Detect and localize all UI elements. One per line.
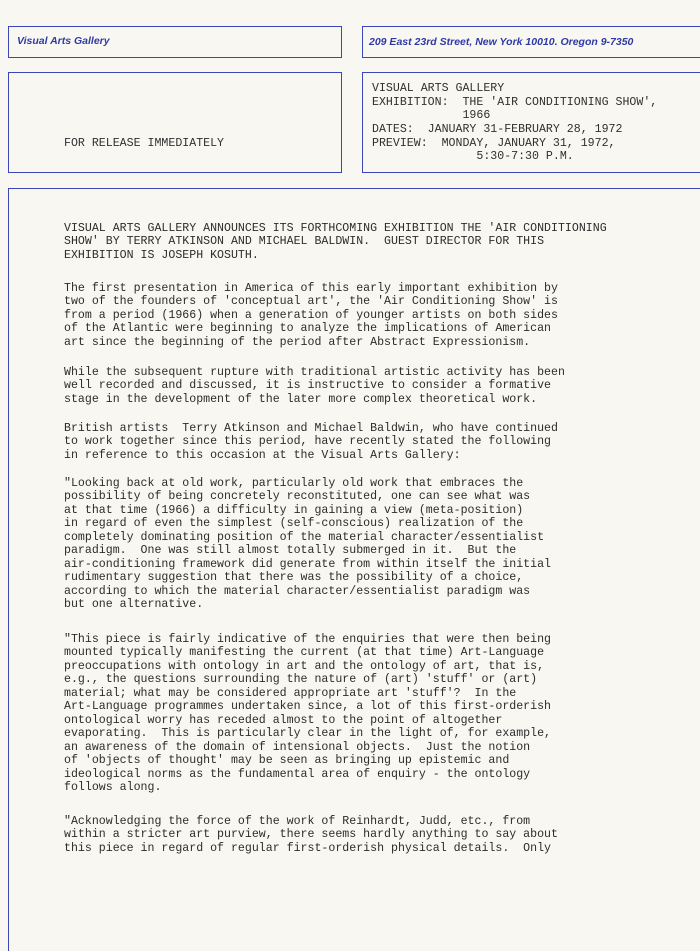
rule-body-top	[8, 188, 700, 189]
rule-header-bottom-left	[8, 57, 341, 58]
paragraph-quote-acknowledging: "Acknowledging the force of the work of Reinhardt, Judd, etc., from within a stricter art purview, there seems hardly anything to say about this piece in regard of regular first-orderish physical details. Only	[64, 815, 558, 855]
rule-box-top-right	[362, 72, 700, 73]
info-line-dates: DATES: JANUARY 31-FEBRUARY 28, 1972	[372, 123, 623, 136]
paragraph-subsequent-rupture: While the subsequent rupture with traditional artistic activity has been well recorded and discussed, it is instructive to consider a formative stage in the development of the later more complex theoretical work.	[64, 366, 565, 406]
rule-header-bottom-right	[362, 57, 700, 58]
release-label: FOR RELEASE IMMEDIATELY	[64, 137, 225, 150]
info-line-preview-time: 5:30-7:30 P.M.	[372, 150, 574, 163]
rule-left-header	[8, 26, 9, 58]
rule-mid-header-left	[341, 26, 342, 58]
rule-box-bottom-left	[8, 172, 341, 173]
paragraph-first-presentation: The first presentation in America of this early important exhibition by two of the founders of 'conceptual art', the 'Air Conditioning Show' is from a period (1966) when a generation of younger artists on both sides of the Atlantic were beginning to analyze the implications of American art since the beginning of the period after Abstract Expressionism.	[64, 282, 558, 349]
rule-left-box	[8, 72, 9, 173]
rule-top-left	[8, 26, 341, 27]
paragraph-announcement: VISUAL ARTS GALLERY ANNOUNCES ITS FORTHCOMING EXHIBITION THE 'AIR CONDITIONING SHOW' BY TERRY ATKINSON AND MICHAEL BALDWIN. GUEST DIRECTOR FOR THIS EXHIBITION IS JOSEPH KOSUTH.	[64, 222, 607, 262]
info-line-exhibition: EXHIBITION: THE 'AIR CONDITIONING SHOW',	[372, 96, 658, 109]
paragraph-quote-looking-back: "Looking back at old work, particularly old work that embraces the possibility of being concretely reconstituted, one can see what was at that time (1966) a difficulty in gaining a view (meta-position) in regard of even the simplest (self-conscious) realization of the completely dominating position of the material character/essentialist paradigm. One was still almost totally submerged in it. But the air-conditioning framework did generate from within itself the initial rudimentary suggestion that there was the possibility of a choice, according to which the material character/essentialist paradigm was but one alternative.	[64, 477, 552, 612]
paragraph-quote-this-piece: "This piece is fairly indicative of the enquiries that were then being mounted typically manifesting the current (at that time) Art-Language preoccupations with ontology in art and the ontology of art, that is, e.g., the questions surrounding the nature of (art) 'stuff' or (art) material; what may be considered appropriate art 'stuff'? In the Art-Language programmes undertaken since, a lot of this first-orderish ontological worry has receded almost to the point of altogether evaporating. This is particularly clear in the light of, for example, an awareness of the domain of intensional objects. Just the notion of 'objects of thought' may be seen as bringing up epistemic and ideological norms as the fundamental area of enquiry - the ontology follows along.	[64, 633, 552, 794]
rule-mid-box-right	[362, 72, 363, 173]
rule-box-bottom-right	[362, 172, 700, 173]
rule-left-body	[8, 188, 9, 951]
gallery-address: 209 East 23rd Street, New York 10010. Oregon 9-7350	[369, 36, 634, 48]
rule-top-right	[362, 26, 700, 27]
rule-mid-header-right	[362, 26, 363, 58]
gallery-name: Visual Arts Gallery	[17, 35, 110, 47]
info-line-gallery: VISUAL ARTS GALLERY	[372, 82, 505, 95]
paragraph-british-artists: British artists Terry Atkinson and Michael Baldwin, who have continued to work together since this period, have recently stated the following in reference to this occasion at the Visual Arts Gallery:	[64, 422, 558, 462]
rule-mid-box-left	[341, 72, 342, 173]
info-line-preview: PREVIEW: MONDAY, JANUARY 31, 1972,	[372, 137, 616, 150]
info-line-year: 1966	[372, 109, 491, 122]
rule-box-top-left	[8, 72, 341, 73]
